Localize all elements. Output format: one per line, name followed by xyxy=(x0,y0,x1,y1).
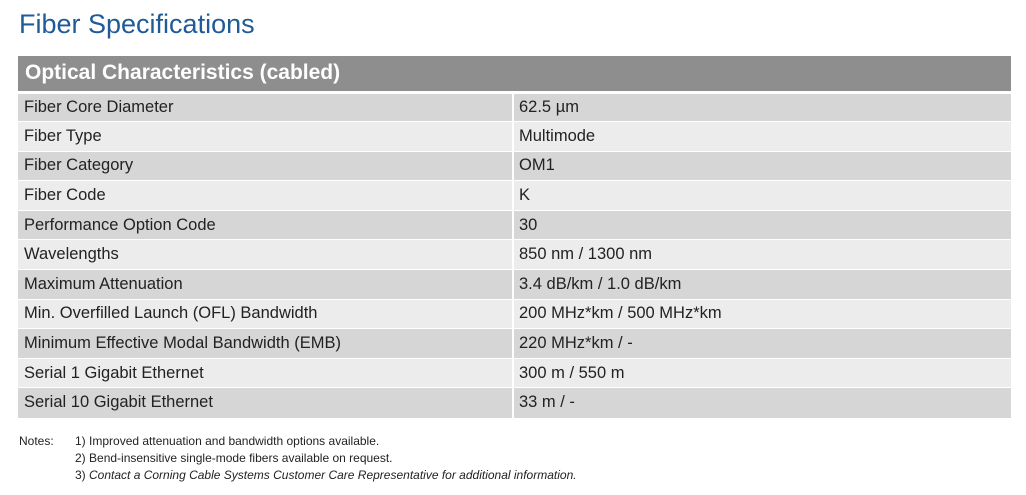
note-number: 1) xyxy=(75,434,86,448)
row-label-wavelengths: Wavelengths xyxy=(18,240,513,270)
row-value-fiber-type: Multimode xyxy=(513,122,1011,152)
row-value-ofl-bandwidth: 200 MHz*km / 500 MHz*km xyxy=(513,299,1011,329)
row-value-maximum-attenuation: 3.4 dB/km / 1.0 dB/km xyxy=(513,270,1011,300)
table-row xyxy=(18,92,1011,122)
note-number: 2) xyxy=(75,451,86,465)
note-item xyxy=(75,467,577,484)
row-label-fiber-core-diameter: Fiber Core Diameter xyxy=(18,92,513,122)
table-row xyxy=(18,270,1011,300)
row-value-emb: 220 MHz*km / - xyxy=(513,329,1011,359)
row-label-fiber-type: Fiber Type xyxy=(18,122,513,152)
notes-label: Notes: xyxy=(19,434,54,448)
row-value-performance-option-code: 30 xyxy=(513,210,1011,240)
table-row xyxy=(18,388,1011,418)
row-value-fiber-core-diameter: 62.5 µm xyxy=(513,92,1011,122)
optical-characteristics-table xyxy=(18,56,1011,418)
table-row xyxy=(18,151,1011,181)
table-row xyxy=(18,240,1011,270)
note-text: Improved attenuation and bandwidth options available. xyxy=(89,434,380,448)
row-label-ofl-bandwidth: Min. Overfilled Launch (OFL) Bandwidth xyxy=(18,299,513,329)
row-value-fiber-code: K xyxy=(513,181,1011,211)
table-row xyxy=(18,299,1011,329)
note-text: Contact a Corning Cable Systems Customer Care Representative for additional information. xyxy=(89,468,577,482)
row-label-fiber-code: Fiber Code xyxy=(18,181,513,211)
table-row xyxy=(18,210,1011,240)
table-header-row xyxy=(18,56,1011,92)
row-label-serial-1g-ethernet: Serial 1 Gigabit Ethernet xyxy=(18,358,513,388)
row-label-emb: Minimum Effective Modal Bandwidth (EMB) xyxy=(18,329,513,359)
row-value-fiber-category: OM1 xyxy=(513,151,1011,181)
row-label-serial-10g-ethernet: Serial 10 Gigabit Ethernet xyxy=(18,388,513,418)
note-item xyxy=(75,433,577,450)
table-row xyxy=(18,122,1011,152)
row-value-serial-1g-ethernet: 300 m / 550 m xyxy=(513,358,1011,388)
note-text: Bend-insensitive single-mode fibers available on request. xyxy=(89,451,393,465)
note-number: 3) xyxy=(75,468,86,482)
notes-list xyxy=(75,433,577,484)
note-item xyxy=(75,450,577,467)
table-header: Optical Characteristics (cabled) xyxy=(18,56,1011,92)
row-value-serial-10g-ethernet: 33 m / - xyxy=(513,388,1011,418)
row-label-maximum-attenuation: Maximum Attenuation xyxy=(18,270,513,300)
page-title: Fiber Specifications xyxy=(19,9,255,39)
row-label-fiber-category: Fiber Category xyxy=(18,151,513,181)
row-value-wavelengths: 850 nm / 1300 nm xyxy=(513,240,1011,270)
table-row xyxy=(18,329,1011,359)
table-row xyxy=(18,358,1011,388)
table-row xyxy=(18,181,1011,211)
row-label-performance-option-code: Performance Option Code xyxy=(18,210,513,240)
